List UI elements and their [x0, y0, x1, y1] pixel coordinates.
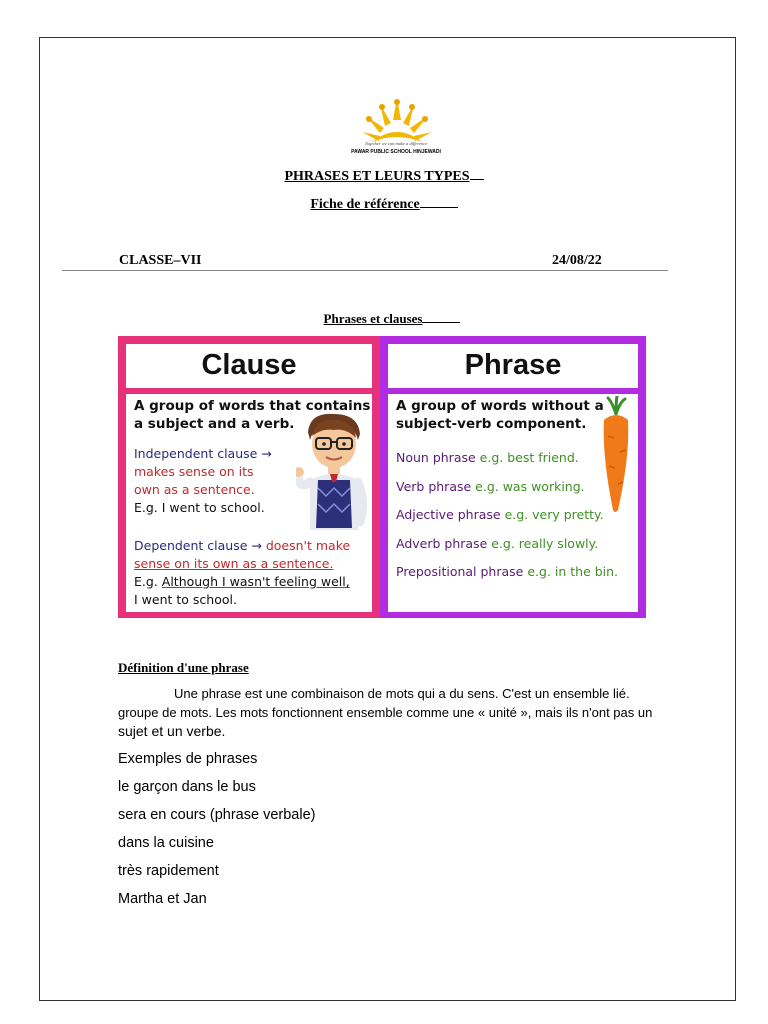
phrase-panel — [380, 336, 646, 618]
phrase-type-example: e.g. best friend. — [479, 450, 579, 465]
independent-clause-desc1: makes sense on its — [134, 464, 254, 479]
independent-clause-desc2: own as a sentence. — [134, 482, 255, 497]
section-heading-text: Phrases et clauses — [323, 311, 423, 326]
phrase-type-example: e.g. in the bin. — [527, 564, 619, 579]
clause-definition-line2: a subject and a verb. — [134, 416, 295, 432]
dependent-example-prefix: E.g. — [134, 574, 162, 589]
clause-definition-line1: A group of words that contains — [134, 398, 371, 414]
independent-clause-label: Independent clause → — [134, 446, 272, 461]
examples-heading: Exemples de phrases — [118, 751, 258, 767]
phrase-title: Phrase — [388, 344, 638, 388]
example-item: Martha et Jan — [118, 891, 207, 907]
definition-paragraph-line2: groupe de mots. Les mots fonctionnent ensemble comme une « unité », mais ils n'ont pas un — [118, 705, 653, 720]
definition-paragraph-line3: sujet et un verbe. — [118, 723, 226, 739]
phrase-type-name: Prepositional phrase — [396, 564, 528, 579]
page-title — [0, 169, 768, 185]
phrase-type-example: e.g. very pretty. — [504, 507, 604, 522]
header-divider — [62, 270, 668, 271]
subtitle-underline — [420, 206, 458, 208]
phrase-type-item — [396, 479, 585, 494]
phrase-type-example: e.g. was working. — [475, 478, 585, 494]
clause-phrase-infographic — [118, 336, 646, 618]
section-heading-phrases-clauses — [0, 311, 768, 327]
phrase-type-item — [396, 536, 598, 551]
dependent-clause-desc1: doesn't make — [261, 538, 351, 553]
dependent-example-subordinate: Although I wasn't feeling well, — [161, 574, 350, 589]
phrase-type-item — [396, 450, 579, 465]
example-item: sera en cours (phrase verbale) — [118, 807, 316, 823]
example-item: dans la cuisine — [118, 835, 214, 851]
logo-motto: Together we can make a difference — [364, 141, 428, 146]
teacher-character-icon — [296, 410, 372, 542]
section-heading-underline — [422, 321, 460, 323]
phrase-type-item — [396, 564, 618, 579]
phrase-definition-line1: A group of words without a — [396, 398, 604, 414]
phrase-type-name: Verb phrase — [396, 478, 476, 494]
page-title-text: PHRASES ET LEURS TYPES — [284, 169, 470, 184]
phrase-type-name: Adverb phrase — [396, 535, 492, 551]
phrase-type-name: Noun phrase — [396, 450, 480, 465]
school-name: PAWAR PUBLIC SCHOOL HINJEWADI — [351, 149, 441, 155]
clause-title: Clause — [126, 344, 372, 388]
phrase-body — [388, 394, 638, 612]
section-heading-definition: Définition d'une phrase — [118, 660, 249, 675]
dependent-clause-label: Dependent clause → — [134, 538, 262, 553]
clause-body — [126, 394, 372, 612]
phrase-type-item — [396, 507, 604, 522]
title-underline — [470, 178, 484, 180]
document-date: 24/08/22 — [552, 253, 602, 268]
carrot-icon — [598, 396, 634, 514]
phrase-definition-line2: subject-verb component. — [396, 416, 587, 432]
example-item: très rapidement — [118, 863, 219, 879]
dependent-clause-desc2: sense on its own as a sentence. — [134, 556, 334, 571]
independent-clause-example: E.g. I went to school. — [134, 500, 265, 515]
phrase-type-example: e.g. really slowly. — [491, 535, 599, 551]
dependent-clause-example1 — [134, 574, 350, 589]
example-item: le garçon dans le bus — [118, 779, 256, 795]
dependent-clause-example2: I went to school. — [134, 592, 237, 607]
page-subtitle-text: Fiche de référence — [310, 197, 420, 212]
page-subtitle — [0, 197, 768, 213]
class-label: CLASSE–VII — [119, 253, 202, 268]
phrase-type-name: Adjective phrase — [396, 507, 505, 522]
definition-paragraph-line1: Une phrase est une combinaison de mots qui a du sens. C'est un ensemble lié. — [174, 686, 630, 701]
clause-panel — [118, 336, 380, 618]
